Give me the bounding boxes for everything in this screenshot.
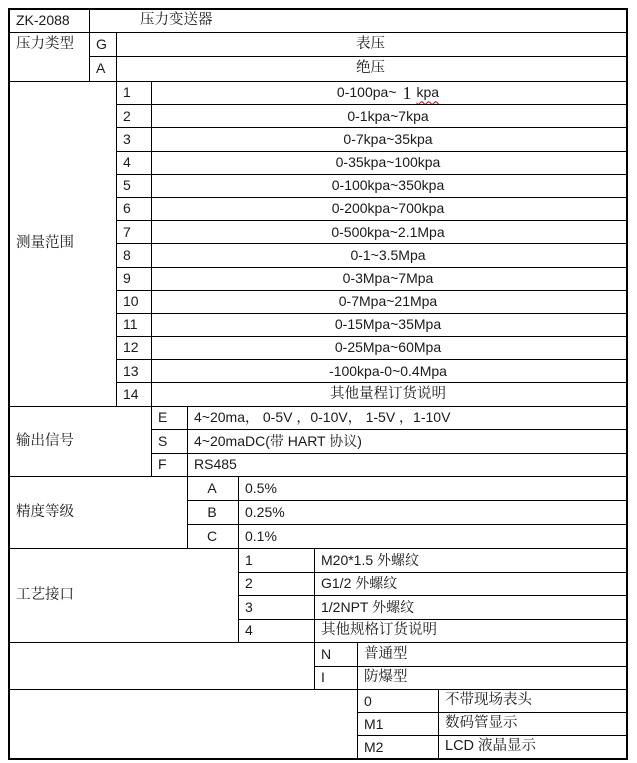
option-code-cell: 7 bbox=[117, 221, 152, 244]
accuracy-label: 精度等级 bbox=[10, 477, 188, 549]
option-desc-cell: 表压 bbox=[117, 33, 626, 57]
option-code-cell: 8 bbox=[117, 244, 152, 267]
option-desc-cell: 绝压 bbox=[117, 57, 626, 82]
option-code-cell: 4 bbox=[239, 620, 315, 644]
option-code-cell: 1 bbox=[239, 549, 315, 573]
option-desc-cell: 0-15Mpa~35Mpa bbox=[152, 314, 626, 337]
protection-type-spacer-cell bbox=[10, 643, 315, 690]
option-desc-cell: 0-1kpa~7kpa bbox=[152, 105, 626, 128]
option-code-cell: M2 bbox=[358, 736, 439, 758]
option-desc-cell: 4~20maDC(带 HART 协议) bbox=[188, 430, 626, 454]
option-desc-cell: RS485 bbox=[188, 454, 626, 478]
option-code-cell: 1 bbox=[117, 82, 152, 105]
option-desc-cell: 0-500kpa~2.1Mpa bbox=[152, 221, 626, 244]
option-desc-cell: 0.5% bbox=[239, 477, 626, 501]
option-desc-cell: G1/2 外螺纹 bbox=[315, 573, 626, 597]
option-code-cell: I bbox=[315, 667, 358, 691]
option-code-cell: F bbox=[152, 454, 188, 478]
option-code-cell: G bbox=[90, 33, 117, 57]
option-desc-cell: 不带现场表头 bbox=[439, 690, 626, 713]
option-code-cell: E bbox=[152, 407, 188, 431]
option-code-cell: A bbox=[90, 57, 117, 82]
option-code-cell: 3 bbox=[239, 596, 315, 620]
option-desc-cell: 1/2NPT 外螺纹 bbox=[315, 596, 626, 620]
option-desc-cell: 其他规格订货说明 bbox=[315, 620, 626, 644]
option-desc-cell: 0-3Mpa~7Mpa bbox=[152, 268, 626, 291]
option-desc-cell: 0-7Mpa~21Mpa bbox=[152, 291, 626, 314]
option-desc-cell: 0-7kpa~35kpa bbox=[152, 128, 626, 151]
option-desc-cell: 4~20ma， 0-5V ，0-10V， 1-5V ，1-10V bbox=[188, 407, 626, 431]
option-code-cell: C bbox=[188, 525, 239, 549]
option-code-cell: B bbox=[188, 501, 239, 525]
option-code-cell: 11 bbox=[117, 314, 152, 337]
spec-table bbox=[8, 8, 628, 760]
range-prefix: 0-100pa~ bbox=[336, 84, 397, 101]
range-unit-misspelled: kpa bbox=[416, 84, 440, 101]
option-code-cell: 14 bbox=[117, 383, 152, 406]
option-code-cell: 4 bbox=[117, 152, 152, 175]
product-title-cell: 压力变送器 bbox=[90, 10, 626, 33]
option-desc-cell: 0-25Mpa~60Mpa bbox=[152, 337, 626, 360]
option-desc-cell: 0.25% bbox=[239, 501, 626, 525]
option-desc-cell: LCD 液晶显示 bbox=[445, 738, 537, 755]
option-code-cell: 13 bbox=[117, 360, 152, 383]
option-desc-cell: 0-35kpa~100kpa bbox=[152, 152, 626, 175]
option-code-cell: S bbox=[152, 430, 188, 454]
pressure-type-label: 压力类型 bbox=[10, 33, 90, 82]
range-num: 1 bbox=[402, 83, 412, 104]
option-desc-cell: -100kpa-0~0.4Mpa bbox=[152, 360, 626, 383]
option-code-cell: M1 bbox=[358, 713, 439, 736]
option-desc-cell: 0-200kpa~700kpa bbox=[152, 198, 626, 221]
option-code-cell: 2 bbox=[117, 105, 152, 128]
output-signal-label: 输出信号 bbox=[10, 407, 152, 478]
option-desc-cell: 0-1~3.5Mpa bbox=[152, 244, 626, 267]
option-desc-cell bbox=[152, 82, 626, 105]
model-cell: ZK-2088 bbox=[10, 10, 90, 33]
option-desc-cell: M20*1.5 外螺纹 bbox=[315, 549, 626, 573]
option-code-cell: N bbox=[315, 643, 358, 667]
option-code-cell: 10 bbox=[117, 291, 152, 314]
option-desc-cell: 数码管显示 bbox=[439, 713, 626, 736]
option-code-cell: 3 bbox=[117, 128, 152, 151]
option-desc-cell: 普通型 bbox=[358, 643, 626, 667]
option-code-cell: 5 bbox=[117, 175, 152, 198]
option-code-cell: 9 bbox=[117, 268, 152, 291]
process-connection-label: 工艺接口 bbox=[10, 549, 239, 643]
option-code-cell: A bbox=[188, 477, 239, 501]
option-desc-cell: 0.1% bbox=[239, 525, 626, 549]
option-code-cell: 0 bbox=[358, 690, 439, 713]
option-desc-cell: 其他量程订货说明 bbox=[152, 383, 626, 406]
option-desc-cell: 防爆型 bbox=[358, 667, 626, 691]
option-code-cell: 2 bbox=[239, 573, 315, 597]
option-code-cell: 6 bbox=[117, 198, 152, 221]
display-spacer-cell bbox=[10, 690, 358, 758]
option-desc-cell: 0-100kpa~350kpa bbox=[152, 175, 626, 198]
measure-range-label: 测量范围 bbox=[10, 82, 117, 407]
option-code-cell: 12 bbox=[117, 337, 152, 360]
